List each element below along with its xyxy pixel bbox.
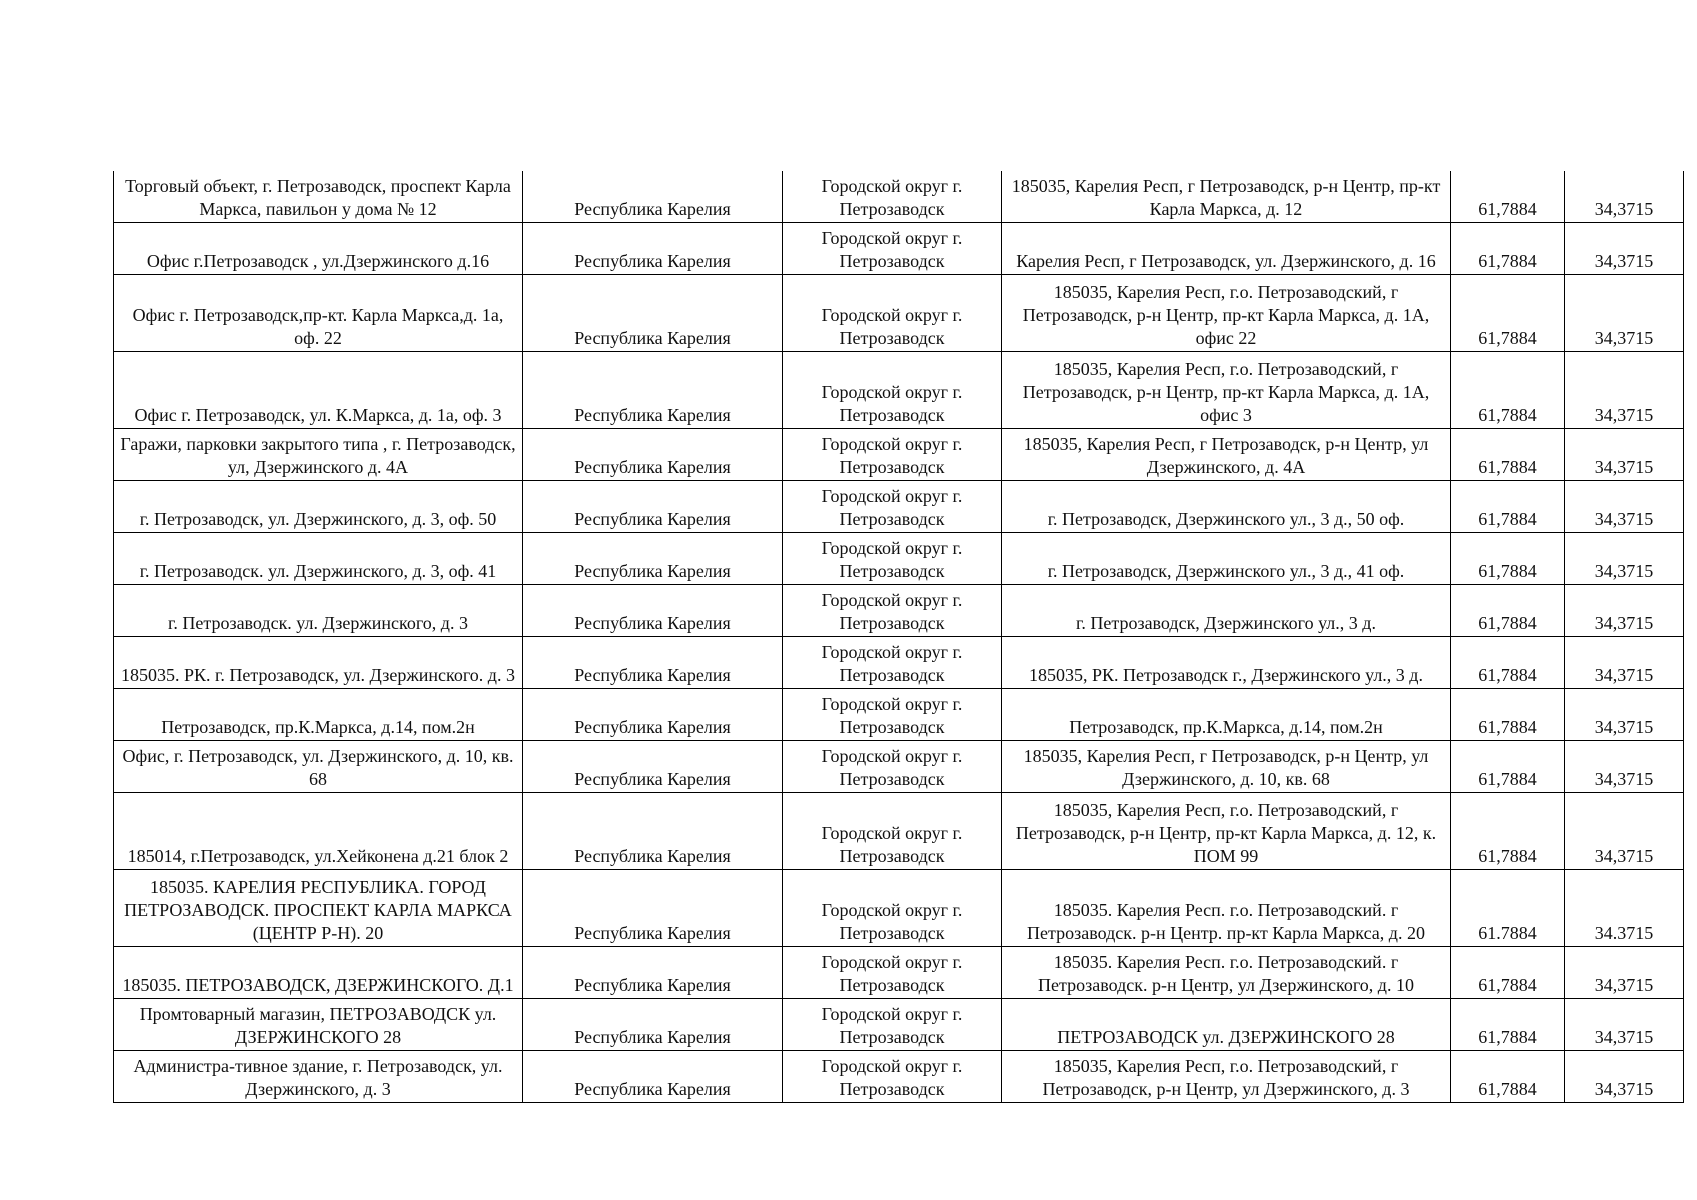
longitude-cell: 34.3715 bbox=[1565, 870, 1684, 947]
region-cell: Республика Карелия bbox=[523, 585, 783, 637]
table-row bbox=[114, 1051, 1684, 1103]
district-cell: Городской округ г. Петрозаводск bbox=[783, 171, 1002, 223]
region-cell: Республика Карелия bbox=[523, 275, 783, 352]
district-cell: Городской округ г. Петрозаводск bbox=[783, 947, 1002, 999]
longitude-cell: 34,3715 bbox=[1565, 637, 1684, 689]
region-cell: Республика Карелия bbox=[523, 741, 783, 793]
district-cell: Городской округ г. Петрозаводск bbox=[783, 741, 1002, 793]
address-cell: 185035. Карелия Респ. г.о. Петрозаводский. г Петрозаводск. р-н Центр. пр-кт Карла Маркса, д. 20 bbox=[1002, 870, 1451, 947]
latitude-cell: 61,7884 bbox=[1451, 585, 1565, 637]
table-row bbox=[114, 689, 1684, 741]
longitude-cell: 34,3715 bbox=[1565, 793, 1684, 870]
longitude-cell: 34,3715 bbox=[1565, 275, 1684, 352]
district-cell: Городской округ г. Петрозаводск bbox=[783, 352, 1002, 429]
region-cell: Республика Карелия bbox=[523, 999, 783, 1051]
address-cell: Карелия Респ, г Петрозаводск, ул. Дзержинского, д. 16 bbox=[1002, 223, 1451, 275]
latitude-cell: 61.7884 bbox=[1451, 870, 1565, 947]
latitude-cell: 61,7884 bbox=[1451, 637, 1565, 689]
address-cell: 185035, РК. Петрозаводск г., Дзержинского ул., 3 д. bbox=[1002, 637, 1451, 689]
object-cell: г. Петрозаводск, ул. Дзержинского, д. 3, оф. 50 bbox=[114, 481, 523, 533]
region-cell: Республика Карелия bbox=[523, 533, 783, 585]
table-row bbox=[114, 741, 1684, 793]
table-body bbox=[114, 171, 1684, 1103]
latitude-cell: 61,7884 bbox=[1451, 429, 1565, 481]
district-cell: Городской округ г. Петрозаводск bbox=[783, 481, 1002, 533]
table-row bbox=[114, 999, 1684, 1051]
address-cell: 185035, Карелия Респ, г.о. Петрозаводский, г Петрозаводск, р-н Центр, ул Дзержинского, д. 3 bbox=[1002, 1051, 1451, 1103]
table-row bbox=[114, 481, 1684, 533]
latitude-cell: 61,7884 bbox=[1451, 793, 1565, 870]
longitude-cell: 34,3715 bbox=[1565, 223, 1684, 275]
address-cell: г. Петрозаводск, Дзержинского ул., 3 д., 50 оф. bbox=[1002, 481, 1451, 533]
address-cell: 185035, Карелия Респ, г Петрозаводск, р-н Центр, ул Дзержинского, д. 4А bbox=[1002, 429, 1451, 481]
table-row bbox=[114, 171, 1684, 223]
address-cell: г. Петрозаводск, Дзержинского ул., 3 д., 41 оф. bbox=[1002, 533, 1451, 585]
longitude-cell: 34,3715 bbox=[1565, 741, 1684, 793]
region-cell: Республика Карелия bbox=[523, 637, 783, 689]
address-cell: 185035, Карелия Респ, г.о. Петрозаводский, г Петрозаводск, р-н Центр, пр-кт Карла Маркса, д. 12, к. ПОМ 99 bbox=[1002, 793, 1451, 870]
latitude-cell: 61,7884 bbox=[1451, 223, 1565, 275]
latitude-cell: 61,7884 bbox=[1451, 999, 1565, 1051]
address-cell: 185035. Карелия Респ. г.о. Петрозаводский. г Петрозаводск. р-н Центр, ул Дзержинского, д. 10 bbox=[1002, 947, 1451, 999]
region-cell: Республика Карелия bbox=[523, 223, 783, 275]
object-cell: 185014, г.Петрозаводск, ул.Хейконена д.21 блок 2 bbox=[114, 793, 523, 870]
district-cell: Городской округ г. Петрозаводск bbox=[783, 870, 1002, 947]
district-cell: Городской округ г. Петрозаводск bbox=[783, 429, 1002, 481]
longitude-cell: 34,3715 bbox=[1565, 352, 1684, 429]
object-cell: Администра-тивное здание, г. Петрозаводск, ул. Дзержинского, д. 3 bbox=[114, 1051, 523, 1103]
address-cell: 185035, Карелия Респ, г.о. Петрозаводский, г Петрозаводск, р-н Центр, пр-кт Карла Маркса, д. 1А, офис 3 bbox=[1002, 352, 1451, 429]
table-row bbox=[114, 352, 1684, 429]
district-cell: Городской округ г. Петрозаводск bbox=[783, 223, 1002, 275]
object-cell: Офис, г. Петрозаводск, ул. Дзержинского, д. 10, кв. 68 bbox=[114, 741, 523, 793]
longitude-cell: 34,3715 bbox=[1565, 429, 1684, 481]
object-cell: Промтоварный магазин, ПЕТРОЗАВОДСК ул. ДЗЕРЖИНСКОГО 28 bbox=[114, 999, 523, 1051]
region-cell: Республика Карелия bbox=[523, 947, 783, 999]
table-row bbox=[114, 275, 1684, 352]
longitude-cell: 34,3715 bbox=[1565, 533, 1684, 585]
longitude-cell: 34,3715 bbox=[1565, 947, 1684, 999]
latitude-cell: 61,7884 bbox=[1451, 275, 1565, 352]
region-cell: Республика Карелия bbox=[523, 171, 783, 223]
table-row bbox=[114, 793, 1684, 870]
longitude-cell: 34,3715 bbox=[1565, 689, 1684, 741]
address-cell: 185035, Карелия Респ, г Петрозаводск, р-н Центр, ул Дзержинского, д. 10, кв. 68 bbox=[1002, 741, 1451, 793]
table-row bbox=[114, 533, 1684, 585]
latitude-cell: 61,7884 bbox=[1451, 741, 1565, 793]
object-cell: Петрозаводск, пр.К.Маркса, д.14, пом.2н bbox=[114, 689, 523, 741]
region-cell: Республика Карелия bbox=[523, 481, 783, 533]
object-cell: 185035. КАРЕЛИЯ РЕСПУБЛИКА. ГОРОД ПЕТРОЗАВОДСК. ПРОСПЕКТ КАРЛА МАРКСА (ЦЕНТР Р-Н). 20 bbox=[114, 870, 523, 947]
objects-table bbox=[113, 171, 1684, 1103]
object-cell: Офис г. Петрозаводск, ул. К.Маркса, д. 1а, оф. 3 bbox=[114, 352, 523, 429]
district-cell: Городской округ г. Петрозаводск bbox=[783, 275, 1002, 352]
latitude-cell: 61,7884 bbox=[1451, 481, 1565, 533]
district-cell: Городской округ г. Петрозаводск bbox=[783, 585, 1002, 637]
latitude-cell: 61,7884 bbox=[1451, 1051, 1565, 1103]
region-cell: Республика Карелия bbox=[523, 870, 783, 947]
address-cell: 185035, Карелия Респ, г Петрозаводск, р-н Центр, пр-кт Карла Маркса, д. 12 bbox=[1002, 171, 1451, 223]
object-cell: Офис г.Петрозаводск , ул.Дзержинского д.16 bbox=[114, 223, 523, 275]
table-row bbox=[114, 223, 1684, 275]
longitude-cell: 34,3715 bbox=[1565, 585, 1684, 637]
longitude-cell: 34,3715 bbox=[1565, 1051, 1684, 1103]
latitude-cell: 61,7884 bbox=[1451, 689, 1565, 741]
object-cell: Гаражи, парковки закрытого типа , г. Петрозаводск, ул, Дзержинского д. 4А bbox=[114, 429, 523, 481]
district-cell: Городской округ г. Петрозаводск bbox=[783, 689, 1002, 741]
district-cell: Городской округ г. Петрозаводск bbox=[783, 793, 1002, 870]
object-cell: 185035. РК. г. Петрозаводск, ул. Дзержинского. д. 3 bbox=[114, 637, 523, 689]
table-row bbox=[114, 637, 1684, 689]
object-cell: г. Петрозаводск. ул. Дзержинского, д. 3, оф. 41 bbox=[114, 533, 523, 585]
district-cell: Городской округ г. Петрозаводск bbox=[783, 637, 1002, 689]
object-cell: г. Петрозаводск. ул. Дзержинского, д. 3 bbox=[114, 585, 523, 637]
address-cell: 185035, Карелия Респ, г.о. Петрозаводский, г Петрозаводск, р-н Центр, пр-кт Карла Маркса, д. 1А, офис 22 bbox=[1002, 275, 1451, 352]
district-cell: Городской округ г. Петрозаводск bbox=[783, 1051, 1002, 1103]
district-cell: Городской округ г. Петрозаводск bbox=[783, 999, 1002, 1051]
longitude-cell: 34,3715 bbox=[1565, 999, 1684, 1051]
latitude-cell: 61,7884 bbox=[1451, 352, 1565, 429]
latitude-cell: 61,7884 bbox=[1451, 533, 1565, 585]
latitude-cell: 61,7884 bbox=[1451, 947, 1565, 999]
table-row bbox=[114, 947, 1684, 999]
table-row bbox=[114, 585, 1684, 637]
region-cell: Республика Карелия bbox=[523, 689, 783, 741]
address-cell: г. Петрозаводск, Дзержинского ул., 3 д. bbox=[1002, 585, 1451, 637]
region-cell: Республика Карелия bbox=[523, 352, 783, 429]
table-row bbox=[114, 429, 1684, 481]
object-cell: Торговый объект, г. Петрозаводск, проспект Карла Маркса, павильон у дома № 12 bbox=[114, 171, 523, 223]
region-cell: Республика Карелия bbox=[523, 1051, 783, 1103]
latitude-cell: 61,7884 bbox=[1451, 171, 1565, 223]
region-cell: Республика Карелия bbox=[523, 429, 783, 481]
object-cell: Офис г. Петрозаводск,пр-кт. Карла Маркса,д. 1а, оф. 22 bbox=[114, 275, 523, 352]
region-cell: Республика Карелия bbox=[523, 793, 783, 870]
table-row bbox=[114, 870, 1684, 947]
address-cell: Петрозаводск, пр.К.Маркса, д.14, пом.2н bbox=[1002, 689, 1451, 741]
longitude-cell: 34,3715 bbox=[1565, 481, 1684, 533]
object-cell: 185035. ПЕТРОЗАВОДСК, ДЗЕРЖИНСКОГО. Д.1 bbox=[114, 947, 523, 999]
district-cell: Городской округ г. Петрозаводск bbox=[783, 533, 1002, 585]
longitude-cell: 34,3715 bbox=[1565, 171, 1684, 223]
address-cell: ПЕТРОЗАВОДСК ул. ДЗЕРЖИНСКОГО 28 bbox=[1002, 999, 1451, 1051]
